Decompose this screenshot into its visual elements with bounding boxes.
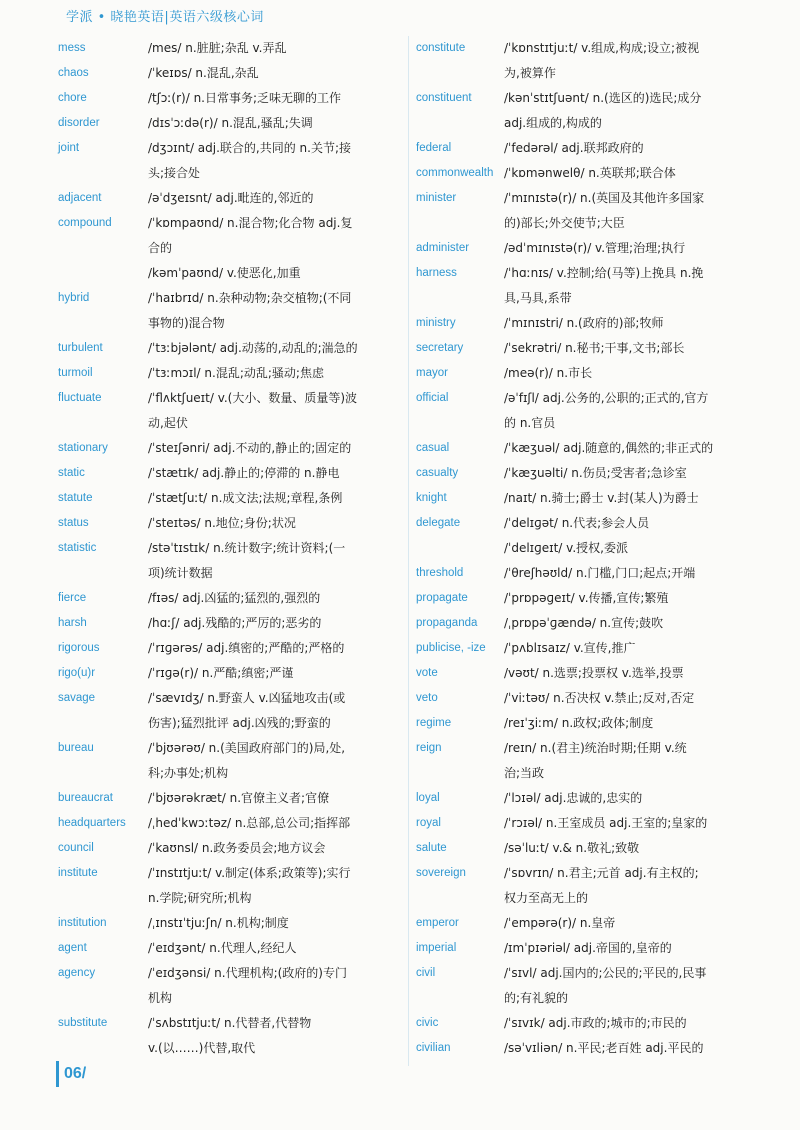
- headword: status: [58, 517, 89, 529]
- definition: 项)统计数据: [148, 566, 213, 580]
- headword: [416, 286, 504, 311]
- vocab-entry: [416, 611, 766, 636]
- definition: /ˈempərə(r)/ n.皇帝: [504, 916, 616, 930]
- headword: [416, 886, 504, 911]
- vocab-entry: [416, 786, 766, 811]
- headword: reign: [416, 742, 442, 754]
- definition: /ɪmˈpɪəriəl/ adj.帝国的,皇帝的: [504, 941, 672, 955]
- headword: hybrid: [58, 292, 90, 304]
- definition: 机构: [148, 991, 173, 1005]
- vocab-entry: [416, 561, 766, 586]
- definition: /ˈlɔɪəl/ adj.忠诚的,忠实的: [504, 791, 643, 805]
- vocab-entry: [416, 761, 766, 786]
- vocab-entry: [416, 136, 766, 161]
- headword: agency: [58, 967, 96, 979]
- page-number: 06/: [56, 1061, 86, 1087]
- vocab-entry: [58, 886, 418, 911]
- headword: mayor: [416, 367, 448, 379]
- vocab-entry: [416, 836, 766, 861]
- headword: chaos: [58, 67, 89, 79]
- headword: salute: [416, 842, 447, 854]
- vocab-entry: [58, 211, 418, 236]
- headword: veto: [416, 692, 438, 704]
- definition: /əˈfɪʃl/ adj.公务的,公职的;正式的,官方: [504, 391, 709, 405]
- headword: agent: [58, 942, 87, 954]
- headword: turmoil: [58, 367, 93, 379]
- vocab-entry: [416, 61, 766, 86]
- headword: threshold: [416, 567, 464, 579]
- headword: loyal: [416, 792, 440, 804]
- definition: 动,起伏: [148, 416, 188, 430]
- headword: [58, 1036, 148, 1061]
- definition: /dɪsˈɔːdə(r)/ n.混乱,骚乱;失调: [148, 116, 313, 130]
- vocab-entry: [58, 486, 418, 511]
- definition: /əˈdʒeɪsnt/ adj.毗连的,邻近的: [148, 191, 314, 205]
- definition: /ˈkæʒuəlti/ n.伤员;受害者;急诊室: [504, 466, 687, 480]
- headword: knight: [416, 492, 447, 504]
- definition: 为,被算作: [504, 66, 556, 80]
- vocab-entry: [416, 936, 766, 961]
- vocab-entry: [58, 611, 418, 636]
- headword: fierce: [58, 592, 87, 604]
- definition: /ˈbjʊərəʊ/ n.(美国政府部门的)局,处,: [148, 741, 346, 755]
- headword: [58, 161, 148, 186]
- definition: /ˈθreʃhəʊld/ n.门槛,门口;起点;开端: [504, 566, 696, 580]
- vocab-entry: [58, 911, 418, 936]
- vocab-entry: [416, 286, 766, 311]
- headword: [416, 411, 504, 436]
- headword: stationary: [58, 442, 108, 454]
- definition: /ˌhedˈkwɔːtəz/ n.总部,总公司;指挥部: [148, 816, 351, 830]
- definition: 科;办事处;机构: [148, 766, 229, 780]
- definition: /ˈdelɪɡət/ n.代表;参会人员: [504, 516, 650, 530]
- definition: /ˈsʌbstɪtjuːt/ n.代替者,代替物: [148, 1016, 312, 1030]
- headword: savage: [58, 692, 96, 704]
- headword: casualty: [416, 467, 459, 479]
- vocab-entry: [416, 961, 766, 986]
- definition: /ˈkɒnstɪtjuːt/ v.组成,构成;设立;被视: [504, 41, 700, 55]
- vocab-entry: [58, 761, 418, 786]
- vocab-entry: [416, 486, 766, 511]
- vocab-entry: [58, 736, 418, 761]
- headword: ministry: [416, 317, 456, 329]
- vocab-entry: [416, 261, 766, 286]
- headword: [58, 411, 148, 436]
- definition: 事物的)混合物: [148, 316, 225, 330]
- vocab-entry: [58, 811, 418, 836]
- headword: federal: [416, 142, 452, 154]
- headword: constitute: [416, 42, 466, 54]
- definition: /ˈrɪɡə(r)/ n.严酷;缜密;严谨: [148, 666, 294, 680]
- vocab-entry: [58, 86, 418, 111]
- headword: fluctuate: [58, 392, 102, 404]
- definition: /ˈmɪnɪstə(r)/ n.(英国及其他许多国家: [504, 191, 705, 205]
- vocab-entry: [58, 511, 418, 536]
- vocab-entry: [416, 636, 766, 661]
- headword: headquarters: [58, 817, 126, 829]
- definition: /ˈsɪvɪk/ adj.市政的;城市的;市民的: [504, 1016, 687, 1030]
- headword: compound: [58, 217, 112, 229]
- vocab-entry: [416, 661, 766, 686]
- definition: /ˈflʌktʃueɪt/ v.(大小、数量、质量等)波: [148, 391, 358, 405]
- vocab-entry: [416, 1036, 766, 1061]
- headword: [58, 236, 148, 261]
- headword: commonwealth: [416, 167, 494, 179]
- vocab-entry: [58, 1036, 418, 1061]
- vocab-entry: [416, 361, 766, 386]
- vocab-entry: [58, 461, 418, 486]
- headword: turbulent: [58, 342, 103, 354]
- headword: administer: [416, 242, 470, 254]
- headword: delegate: [416, 517, 461, 529]
- definition: /dʒɔɪnt/ adj.联合的,共同的 n.关节;接: [148, 141, 352, 155]
- definition: /ˈsævɪdʒ/ n.野蛮人 v.凶猛地攻击(或: [148, 691, 346, 705]
- definition: 伤害);猛烈批评 adj.凶残的;野蛮的: [148, 716, 331, 730]
- headword: chore: [58, 92, 87, 104]
- vocab-entry: [416, 586, 766, 611]
- headword: constituent: [416, 92, 472, 104]
- headword: [58, 561, 148, 586]
- vocab-entry: [416, 686, 766, 711]
- definition: /ədˈmɪnɪstə(r)/ v.管理;治理;执行: [504, 241, 686, 255]
- definition: /mes/ n.脏脏;杂乱 v.弄乱: [148, 41, 287, 55]
- definition: /ˈkeɪɒs/ n.混乱,杂乱: [148, 66, 259, 80]
- vocab-entry: [58, 136, 418, 161]
- headword: emperor: [416, 917, 459, 929]
- vocab-entry: [416, 36, 766, 61]
- headword: [416, 986, 504, 1011]
- headword: institution: [58, 917, 107, 929]
- definition: /tʃɔː(r)/ n.日常事务;乏味无聊的工作: [148, 91, 342, 105]
- vocab-entry: [416, 236, 766, 261]
- headword: secretary: [416, 342, 464, 354]
- definition: /ˈeɪdʒənt/ n.代理人,经纪人: [148, 941, 297, 955]
- definition: /ˈkɒmpaʊnd/ n.混合物;化合物 adj.复: [148, 216, 353, 230]
- headword: [416, 211, 504, 236]
- definition: /ˈfedərəl/ adj.联邦政府的: [504, 141, 644, 155]
- vocab-entry: [58, 411, 418, 436]
- headword: substitute: [58, 1017, 108, 1029]
- definition: adj.组成的,构成的: [504, 116, 602, 130]
- headword: propagate: [416, 592, 468, 604]
- headword: [58, 261, 148, 286]
- headword: royal: [416, 817, 441, 829]
- definition: /ˈrɔɪəl/ n.王室成员 adj.王室的;皇家的: [504, 816, 708, 830]
- definition: /ˈmɪnɪstri/ n.(政府的)部;牧师: [504, 316, 664, 330]
- headword: council: [58, 842, 94, 854]
- vocab-entry: [416, 86, 766, 111]
- definition: /ˈsteɪtəs/ n.地位;身份;状况: [148, 516, 296, 530]
- definition: /meə(r)/ n.市长: [504, 366, 593, 380]
- headword: [58, 761, 148, 786]
- vocab-entry: [416, 511, 766, 536]
- headword: [58, 311, 148, 336]
- headword: institute: [58, 867, 98, 879]
- vocab-entry: [416, 711, 766, 736]
- headword: civilian: [416, 1042, 451, 1054]
- vocab-entry: [58, 986, 418, 1011]
- page-header: 学派 • 晓艳英语|英语六级核心词: [66, 10, 264, 25]
- headword: bureau: [58, 742, 94, 754]
- vocab-entry: [416, 536, 766, 561]
- definition: /naɪt/ n.骑士;爵士 v.封(某人)为爵士: [504, 491, 699, 505]
- definition: /ˈkæʒuəl/ adj.随意的,偶然的;非正式的: [504, 441, 714, 455]
- headword: [416, 111, 504, 136]
- definition: /ˈbjʊərəkræt/ n.官僚主义者;官僚: [148, 791, 330, 805]
- vocab-entry: [416, 336, 766, 361]
- headword: civic: [416, 1017, 439, 1029]
- vocab-entry: [58, 836, 418, 861]
- vocab-entry: [58, 561, 418, 586]
- headword: statistic: [58, 542, 97, 554]
- definition: /reɪn/ n.(君主)统治时期;任期 v.统: [504, 741, 687, 755]
- vocab-entry: [416, 886, 766, 911]
- headword: [416, 536, 504, 561]
- headword: static: [58, 467, 85, 479]
- vocab-entry: [58, 661, 418, 686]
- definition: /ˈɪnstɪtjuːt/ v.制定(体系;政策等);实行: [148, 866, 351, 880]
- vocab-entry: [58, 386, 418, 411]
- definition: /ˈprɒpəɡeɪt/ v.传播,宣传;繁殖: [504, 591, 669, 605]
- vocab-entry: [416, 736, 766, 761]
- headword: [416, 61, 504, 86]
- definition: /kəmˈpaʊnd/ v.使恶化,加重: [148, 266, 301, 280]
- vocab-entry: [58, 636, 418, 661]
- definition: /səˈvɪliən/ n.平民;老百姓 adj.平民的: [504, 1041, 704, 1055]
- vocab-entry: [58, 711, 418, 736]
- headword: harsh: [58, 617, 87, 629]
- vocab-entry: [58, 936, 418, 961]
- definition: /fɪəs/ adj.凶猛的;猛烈的,强烈的: [148, 591, 321, 605]
- headword: imperial: [416, 942, 457, 954]
- definition: /ˈdelɪɡeɪt/ v.授权,委派: [504, 541, 628, 555]
- definition: /ˈtɜːmɔɪl/ n.混乱;动乱;骚动;焦虑: [148, 366, 324, 380]
- definition: /ˈsɪvl/ adj.国内的;公民的;平民的,民事: [504, 966, 707, 980]
- definition: 的 n.官员: [504, 416, 556, 430]
- vocab-entry: [416, 186, 766, 211]
- vocab-entry: [58, 286, 418, 311]
- headword: [58, 886, 148, 911]
- vocab-entry: [58, 36, 418, 61]
- vocab-entry: [58, 861, 418, 886]
- definition: /reɪˈʒiːm/ n.政权;政体;制度: [504, 716, 654, 730]
- headword: mess: [58, 42, 86, 54]
- vocab-entry: [58, 61, 418, 86]
- definition: 的)部长;外交使节;大臣: [504, 216, 625, 230]
- headword: sovereign: [416, 867, 466, 879]
- vocab-entry: [58, 311, 418, 336]
- vocab-entry: [58, 536, 418, 561]
- definition: /ˈkɒmənwelθ/ n.英联邦;联合体: [504, 166, 676, 180]
- vocab-entry: [416, 386, 766, 411]
- definition: /ˈpʌblɪsaɪz/ v.宣传,推广: [504, 641, 636, 655]
- vocab-entry: [416, 811, 766, 836]
- definition: /stəˈtɪstɪk/ n.统计数字;统计资料;(一: [148, 541, 346, 555]
- vocab-entry: [58, 261, 418, 286]
- vocab-entry: [58, 586, 418, 611]
- vocab-entry: [416, 911, 766, 936]
- headword: [58, 711, 148, 736]
- left-column: [58, 36, 418, 1061]
- vocab-entry: [416, 1011, 766, 1036]
- definition: /ˈhaɪbrɪd/ n.杂种动物;杂交植物;(不同: [148, 291, 352, 305]
- headword: rigo(u)r: [58, 667, 96, 679]
- definition: /hɑːʃ/ adj.残酷的;严厉的;恶劣的: [148, 616, 322, 630]
- vocab-entry: [58, 186, 418, 211]
- vocab-entry: [416, 411, 766, 436]
- definition: 具,马具,系带: [504, 291, 572, 305]
- vocab-entry: [58, 336, 418, 361]
- definition: 治;当政: [504, 766, 545, 780]
- definition: 头;接合处: [148, 166, 201, 180]
- definition: /ˈrɪɡərəs/ adj.缜密的;严酷的;严格的: [148, 641, 345, 655]
- definition: /səˈluːt/ v.& n.敬礼;致敬: [504, 841, 640, 855]
- headword: vote: [416, 667, 438, 679]
- headword: propaganda: [416, 617, 478, 629]
- vocab-entry: [416, 461, 766, 486]
- vocab-entry: [58, 361, 418, 386]
- headword: statute: [58, 492, 93, 504]
- vocab-entry: [416, 161, 766, 186]
- definition: /ˈtɜːbjələnt/ adj.动荡的,动乱的;湍急的: [148, 341, 358, 355]
- definition: /ˈkaʊnsl/ n.政务委员会;地方议会: [148, 841, 326, 855]
- headword: rigorous: [58, 642, 100, 654]
- headword: minister: [416, 192, 457, 204]
- right-column: [416, 36, 766, 1061]
- definition: /ˌɪnstɪˈtjuːʃn/ n.机构;制度: [148, 916, 289, 930]
- vocab-entry: [58, 961, 418, 986]
- vocab-entry: [416, 311, 766, 336]
- headword: official: [416, 392, 449, 404]
- definition: v.(以……)代替,取代: [148, 1041, 256, 1055]
- headword: civil: [416, 967, 436, 979]
- vocab-entry: [416, 211, 766, 236]
- vocab-entry: [58, 786, 418, 811]
- definition: /vəʊt/ n.选票;投票权 v.选举,投票: [504, 666, 684, 680]
- headword: disorder: [58, 117, 100, 129]
- definition: /ˈviːtəʊ/ n.否决权 v.禁止;反对,否定: [504, 691, 695, 705]
- vocab-entry: [58, 236, 418, 261]
- headword: joint: [58, 142, 80, 154]
- vocab-entry: [58, 686, 418, 711]
- definition: /ˈstætʃuːt/ n.成文法;法规;章程,条例: [148, 491, 343, 505]
- headword: harness: [416, 267, 457, 279]
- headword: publicise, -ize: [416, 642, 486, 654]
- definition: n.学院;研究所;机构: [148, 891, 252, 905]
- headword: [416, 761, 504, 786]
- definition: /kənˈstɪtʃuənt/ n.(选区的)选民;成分: [504, 91, 702, 105]
- definition: /ˈeɪdʒənsi/ n.代理机构;(政府的)专门: [148, 966, 347, 980]
- vocab-entry: [416, 986, 766, 1011]
- definition: /ˈsteɪʃənri/ adj.不动的,静止的;固定的: [148, 441, 352, 455]
- headword: casual: [416, 442, 450, 454]
- definition: /ˈhɑːnɪs/ v.控制;给(马等)上挽具 n.挽: [504, 266, 704, 280]
- definition: /ˈsekrətri/ n.秘书;干事,文书;部长: [504, 341, 685, 355]
- headword: adjacent: [58, 192, 102, 204]
- vocab-entry: [58, 111, 418, 136]
- vocab-entry: [58, 1011, 418, 1036]
- headword: [58, 986, 148, 1011]
- definition: 的;有礼貌的: [504, 991, 569, 1005]
- vocab-entry: [416, 861, 766, 886]
- definition: /ˈstætɪk/ adj.静止的;停滞的 n.静电: [148, 466, 340, 480]
- definition: 合的: [148, 241, 173, 255]
- vocab-entry: [416, 111, 766, 136]
- definition: /ˌprɒpəˈɡændə/ n.宣传;鼓吹: [504, 616, 664, 630]
- vocab-entry: [58, 161, 418, 186]
- vocab-entry: [58, 436, 418, 461]
- definition: 权力至高无上的: [504, 891, 589, 905]
- definition: /ˈsɒvrɪn/ n.君主;元首 adj.有主权的;: [504, 866, 699, 880]
- headword: regime: [416, 717, 452, 729]
- vocab-entry: [416, 436, 766, 461]
- headword: bureaucrat: [58, 792, 113, 804]
